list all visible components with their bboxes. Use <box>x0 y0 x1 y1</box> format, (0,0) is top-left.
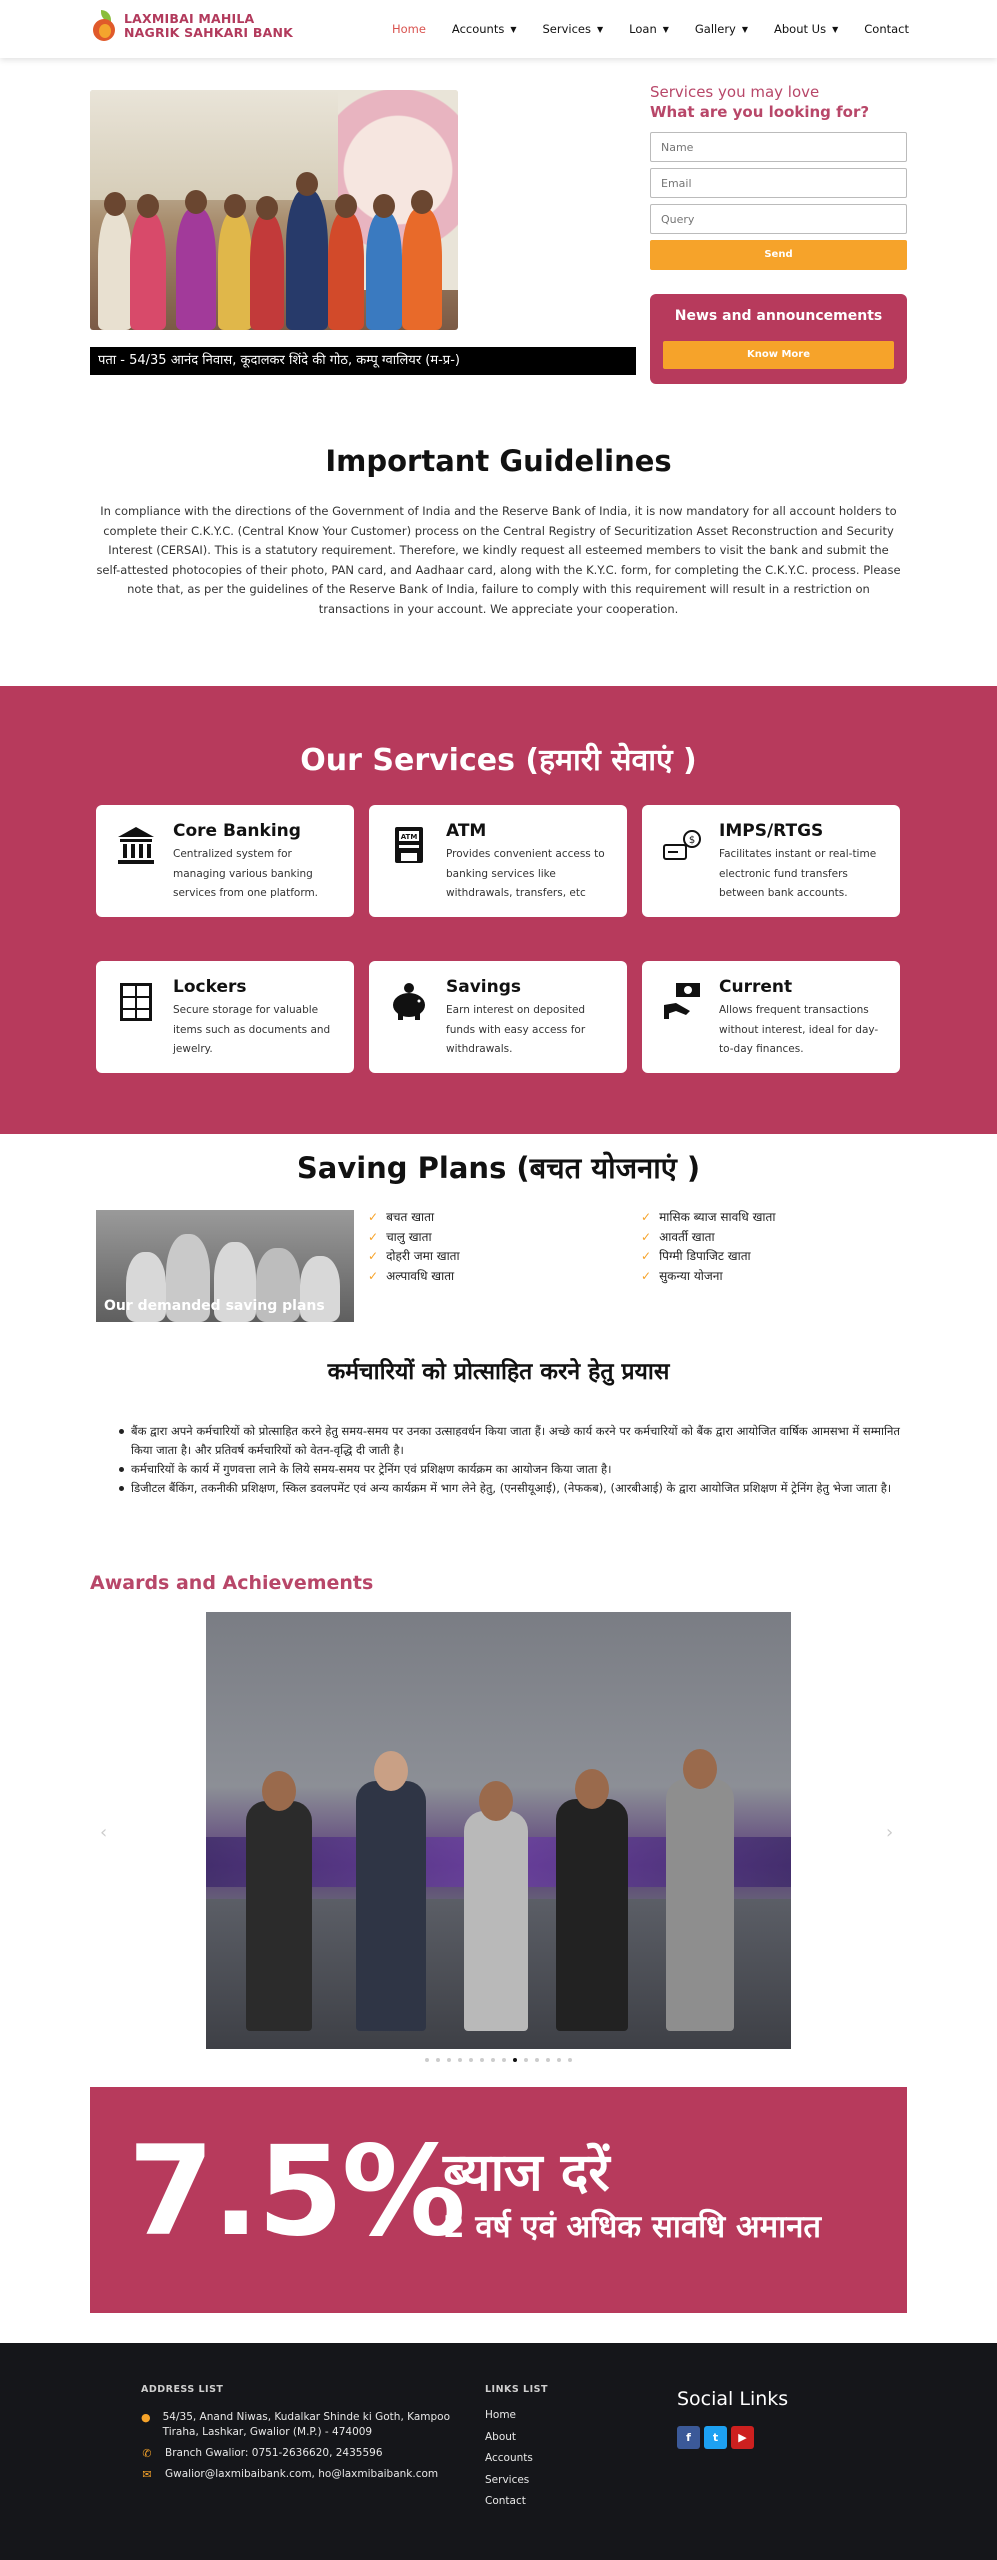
chevron-down-icon: ▼ <box>832 24 839 34</box>
list-item[interactable] <box>368 1247 460 1267</box>
carousel-dot[interactable] <box>436 2058 440 2062</box>
nav-about[interactable] <box>774 22 838 36</box>
service-card-atm[interactable] <box>369 805 627 917</box>
check-icon: ✓ <box>641 1229 652 1244</box>
plan-label: पिग्मी डिपाजिट खाता <box>659 1249 751 1263</box>
footer-link-home[interactable]: Home <box>485 2409 517 2421</box>
phone-text: Branch Gwalior: 0751-2636620, 2435596 <box>165 2447 383 2459</box>
address-heading: ADDRESS LIST <box>141 2384 224 2395</box>
guidelines-title: Important Guidelines <box>325 444 672 478</box>
plan-label: अल्पावधि खाता <box>386 1268 455 1283</box>
service-card-imps-rtgs[interactable] <box>642 805 900 917</box>
check-icon: ✓ <box>641 1210 652 1224</box>
cash-hand-icon <box>662 981 702 1023</box>
query-input[interactable] <box>650 204 907 234</box>
service-card-savings[interactable] <box>369 961 627 1073</box>
enquiry-form <box>650 82 907 270</box>
carousel-prev-icon[interactable]: ‹ <box>100 1822 108 1843</box>
logo-emblem-icon <box>92 10 118 42</box>
list-item[interactable] <box>368 1208 460 1228</box>
service-card-lockers[interactable] <box>96 961 354 1073</box>
chevron-down-icon: ▼ <box>597 24 604 34</box>
map-pin-icon: ● <box>141 2411 151 2424</box>
footer-email[interactable] <box>141 2467 438 2482</box>
list-item: बैंक द्वारा अपने कर्मचारियों को प्रोत्साहित करने हेतु समय-समय पर उनका उत्साहवर्धन किया जाता हैं। अच्छे कार्य करने पर कर्मचारियों को बैंक द्वारा आयोजित वार्षिक आमसभा में सम्मानित किया जाता है। और प्रतिवर्ष कर्मचारियों को वेतन-वृद्धि दी जाती है। <box>131 1422 901 1460</box>
logo-text <box>124 12 293 40</box>
atm-icon <box>389 825 429 867</box>
service-desc: Secure storage for valuable items such as documents and jewelry. <box>173 1004 331 1055</box>
branch-address-strip: पता - 54/35 आनंद निवास, कूदालकर शिंदे की गोठ, कम्पू ग्वालियर (म-प्र-) <box>90 347 636 375</box>
twitter-icon[interactable]: t <box>704 2426 727 2449</box>
list-item[interactable] <box>641 1267 775 1287</box>
employee-initiatives-title: कर्मचारियों को प्रोत्साहित करने हेतु प्रयास <box>327 1359 670 1385</box>
check-icon: ✓ <box>368 1268 379 1283</box>
nav-accounts-label: Accounts <box>451 22 505 36</box>
nav-services-label: Services <box>542 22 591 36</box>
logo-line1: LAXMIBAI MAHILA <box>124 11 255 26</box>
nav-home-label: Home <box>391 22 426 36</box>
carousel-dot[interactable] <box>535 2058 539 2062</box>
rate-subheading: 2 वर्ष एवं अधिक सावधि अमानत <box>443 2209 822 2245</box>
facebook-icon[interactable]: f <box>677 2426 700 2449</box>
social-title: Social Links <box>677 2388 789 2410</box>
plan-label: आवर्ती खाता <box>659 1229 715 1244</box>
nav-loan[interactable] <box>629 22 669 36</box>
carousel-dot[interactable] <box>524 2058 528 2062</box>
address-text: 54/35, Anand Niwas, Kudalkar Shinde ki Goth, Kampoo Tiraha, Lashkar, Gwalior (M.P.) - 474009 <box>162 2411 451 2438</box>
list-item: डिजीटल बैंकिंग, तकनीकी प्रशिक्षण, स्किल डवलपमेंट एवं अन्य कार्यक्रम में भाग लेने हेतु, (एनसीयूआई), (नेफकब), (आरबीआई) के द्वारा आयोजित प्रशिक्षण में ट्रेनिंग हेतु भेजा जाता है। <box>131 1479 901 1498</box>
check-icon: ✓ <box>368 1229 379 1244</box>
chevron-down-icon: ▼ <box>510 24 517 34</box>
service-desc: Facilitates instant or real-time electronic fund transfers between bank accounts. <box>719 848 877 899</box>
know-more-button[interactable]: Know More <box>663 341 894 369</box>
transfer-icon <box>662 825 702 867</box>
plan-list-left <box>368 1208 460 1286</box>
service-desc: Earn interest on deposited funds with easy access for withdrawals. <box>446 1004 586 1055</box>
nav-services[interactable] <box>543 22 604 36</box>
check-icon: ✓ <box>368 1210 379 1224</box>
footer-link-accounts[interactable]: Accounts <box>485 2452 533 2464</box>
check-icon: ✓ <box>368 1249 379 1263</box>
carousel-dot[interactable] <box>491 2058 495 2062</box>
nav-contact-label: Contact <box>864 22 909 36</box>
check-icon: ✓ <box>641 1268 652 1283</box>
saving-plans-title: Saving Plans (बचत योजनाएं ) <box>296 1151 701 1185</box>
services-title: Our Services (हमारी सेवाएं ) <box>300 743 697 778</box>
guidelines-text: In compliance with the directions of the Government of India and the Reserve Bank of India, it is now mandatory for all account holders to complete their C.K.Y.C. (Central Know Your Customer) process on the Central Registry of Securitization Asset Reconstruction and Security Interest (CERSAI). This is a statutory requirement. Therefore, we kindly request all esteemed members to visit the bank and submit the self-attested photocopies of their photo, PAN card, and Aadhaar card, along with the K.Y.C. form, for completing the C.K.Y.C. process. Please note that, as per the guidelines of the Reserve Bank of India, failure to comply with this requirement will result in a restriction on transactions in your account. We appreciate your cooperation. <box>96 504 901 616</box>
chevron-down-icon: ▼ <box>741 24 749 34</box>
awards-carousel-image[interactable] <box>206 1612 791 2049</box>
carousel-dot[interactable] <box>513 2058 517 2062</box>
plan-label: सुकन्या योजना <box>659 1268 723 1283</box>
email-text: Gwalior@laxmibaibank.com, ho@laxmibaibank.com <box>165 2468 439 2480</box>
piggy-bank-icon <box>389 981 429 1023</box>
rate-value: 7.5% <box>128 2120 464 2264</box>
logo-line2: NAGRIK SAHKARI BANK <box>124 25 293 40</box>
list-item[interactable] <box>641 1208 775 1228</box>
main-nav <box>392 0 909 58</box>
links-heading: LINKS LIST <box>485 2384 548 2395</box>
carousel-dot[interactable] <box>568 2058 572 2062</box>
footer-link-services[interactable]: Services <box>485 2473 530 2486</box>
svg-text:ATM: ATM <box>400 833 418 841</box>
name-input[interactable] <box>650 132 907 162</box>
nav-about-label: About Us <box>774 22 827 36</box>
carousel-dot[interactable] <box>502 2058 506 2062</box>
interest-rate-banner[interactable] <box>90 2087 907 2313</box>
plan-label: मासिक ब्याज सावधि खाता <box>659 1210 776 1224</box>
list-item[interactable] <box>641 1228 775 1248</box>
plan-label: बचत खाता <box>386 1210 435 1224</box>
service-name: Core Banking <box>173 821 301 841</box>
saving-plans-image <box>96 1210 354 1322</box>
hero-photo <box>90 90 458 330</box>
news-box <box>650 294 907 384</box>
svg-text:$: $ <box>688 835 696 846</box>
bank-logo[interactable] <box>92 10 293 42</box>
footer-phone[interactable] <box>141 2446 383 2461</box>
locker-icon <box>116 981 156 1023</box>
footer-link-contact[interactable]: Contact <box>485 2495 526 2507</box>
nav-gallery[interactable] <box>695 22 748 36</box>
service-name: IMPS/RTGS <box>719 821 824 841</box>
email-input[interactable] <box>650 168 907 198</box>
service-name: Current <box>719 977 793 997</box>
nav-home[interactable] <box>392 22 426 36</box>
nav-contact[interactable] <box>864 22 909 36</box>
nav-accounts[interactable] <box>452 22 517 36</box>
service-desc: Allows frequent transactions without interest, ideal for day-to-day finances. <box>719 1004 879 1055</box>
plan-label: दोहरी जमा खाता <box>386 1249 460 1263</box>
employee-initiatives-list <box>131 1422 901 1498</box>
carousel-dot[interactable] <box>447 2058 451 2062</box>
form-subtitle: What are you looking for? <box>650 103 870 121</box>
service-name: Savings <box>446 977 522 997</box>
list-item[interactable] <box>641 1247 775 1267</box>
site-header <box>0 0 997 58</box>
check-icon: ✓ <box>641 1249 652 1263</box>
form-title: Services you may love <box>650 83 820 101</box>
service-desc: Centralized system for managing various banking services from one platform. <box>173 848 319 899</box>
carousel-dot[interactable] <box>480 2058 484 2062</box>
youtube-icon[interactable]: ▶ <box>731 2426 754 2449</box>
footer-links <box>485 2405 533 2513</box>
chevron-down-icon: ▼ <box>662 24 669 34</box>
service-name: ATM <box>446 821 487 841</box>
service-card-core-banking[interactable] <box>96 805 354 917</box>
list-item: कर्मचारियों के कार्य में गुणवत्ता लाने के लिये समय-समय पर ट्रेनिंग एवं प्रशिक्षण कार्यक्रम का आयोजन किया जाता है। <box>131 1460 901 1479</box>
services-section <box>0 686 997 1134</box>
phone-icon: ✆ <box>142 2447 152 2460</box>
service-name: Lockers <box>173 977 247 997</box>
service-card-current[interactable] <box>642 961 900 1073</box>
footer-address <box>141 2410 451 2440</box>
carousel-dots <box>0 2058 997 2062</box>
list-item[interactable] <box>368 1267 460 1287</box>
awards-title: Awards and Achievements <box>90 1572 374 1594</box>
carousel-dot[interactable] <box>557 2058 561 2062</box>
bank-icon <box>116 825 156 867</box>
plan-list-right <box>641 1208 775 1286</box>
mail-icon: ✉ <box>142 2468 152 2481</box>
plan-label: चालु खाता <box>386 1229 432 1244</box>
carousel-dot[interactable] <box>546 2058 550 2062</box>
nav-loan-label: Loan <box>629 22 657 36</box>
send-button[interactable]: Send <box>650 240 907 270</box>
list-item[interactable] <box>368 1228 460 1248</box>
saving-plans-image-caption: Our demanded saving plans <box>104 1298 325 1314</box>
rate-heading: ब्याज दरें <box>443 2143 610 2203</box>
service-desc: Provides convenient access to banking services like withdrawals, transfers, etc <box>446 848 605 899</box>
carousel-dot[interactable] <box>425 2058 429 2062</box>
news-title: News and announcements <box>674 308 883 324</box>
footer-link-about[interactable]: About <box>485 2430 517 2443</box>
carousel-dot[interactable] <box>469 2058 473 2062</box>
carousel-dot[interactable] <box>458 2058 462 2062</box>
nav-gallery-label: Gallery <box>694 22 736 36</box>
social-icons <box>677 2426 754 2449</box>
carousel-next-icon[interactable]: › <box>886 1822 894 1843</box>
